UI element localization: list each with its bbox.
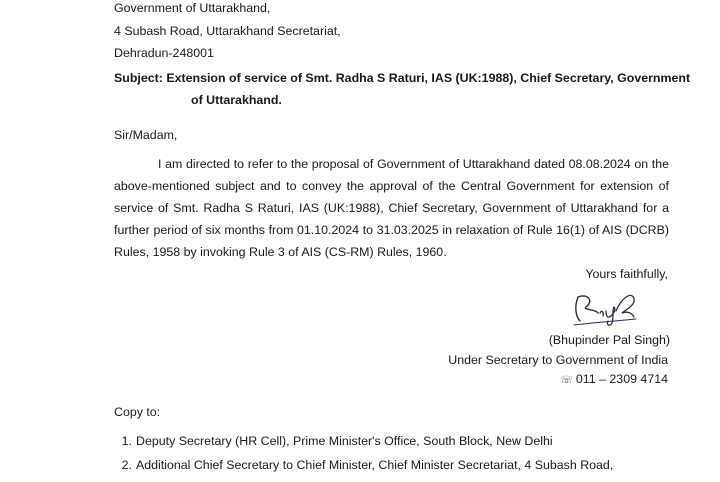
signatory-phone: 011 – 2309 4714 [575,372,668,386]
copy-to-label: Copy to: [114,405,161,419]
telephone-icon: ☏ [560,375,573,386]
copy-to-item [114,458,704,482]
copy-to-item-text: Deputy Secretary (HR Cell), Prime Minister's Office, South Block, New Delhi [136,434,553,448]
signatory-name: (Bhupinder Pal Singh) [548,333,670,347]
copy-to-item [114,434,704,458]
signatory-designation: Under Secretary to Government of India [448,353,668,367]
copy-to-item-number: 2. [121,458,132,472]
body-text: I am directed to refer to the proposal of Government of Uttarakhand dated 08.08.2024 on the above-mentioned subject and to convey the approval of the Central Government for extension of service of Smt. Radha S Raturi, IAS (UK:1988), Chief Secretary, Government of Uttarakhand for a further period of six months from 01.10.2024 to 31.03.2025 in relaxation of Rule 16(1) of AIS (DCRB) Rules, 1958 by invoking Rule 3 of AIS (CS-RM) Rules, 1960. [114,157,669,259]
signature-image [566,289,644,333]
address-line-2: 4 Subash Road, Uttarakhand Secretariat, [114,24,341,38]
copy-to-list [114,434,704,482]
address-line-1: Government of Uttarakhand, [114,1,271,15]
subject-text-line-1: Extension of service of Smt. Radha S Raturi, IAS (UK:1988), Chief Secretary, Government [166,71,691,85]
copy-to-item-number: 1. [121,434,132,448]
subject-text-line-2: of Uttarakhand. [191,93,282,107]
copy-to-item-text: Additional Chief Secretary to Chief Minister, Chief Minister Secretariat, 4 Subash Road, [136,458,614,472]
subject-label: Subject: [114,71,163,85]
body-paragraph [114,153,669,263]
subject-line [114,71,690,85]
signatory-phone-line [560,372,668,386]
address-line-3: Dehradun-248001 [114,46,214,60]
closing: Yours faithfully, [585,267,668,281]
salutation: Sir/Madam, [114,128,178,142]
